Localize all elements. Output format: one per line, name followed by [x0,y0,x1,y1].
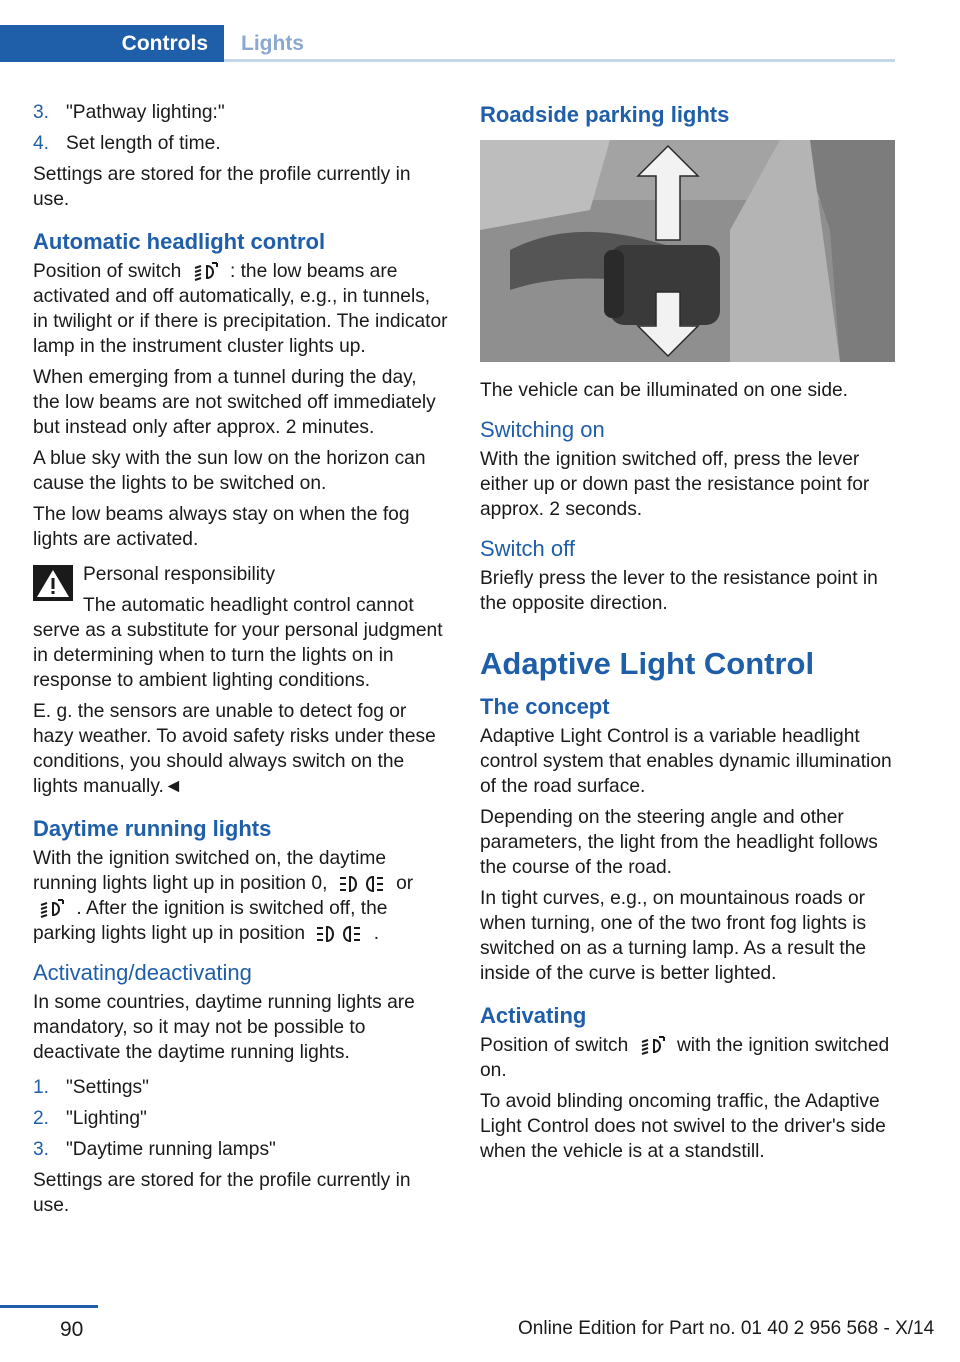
warning-title: Personal responsibility [83,564,275,585]
heading-adaptive-light-control: Adaptive Light Control [480,646,815,681]
heading-switch-off: Switch off [480,536,575,561]
page-number: 90 [60,1318,84,1341]
list-number: 3. [33,102,50,123]
page-header [0,0,895,62]
heading-daytime-running: Daytime running lights [33,816,272,841]
paragraph: Depending on the steering angle and other parameters, the light from the headlight follows the course of the road. [480,807,878,878]
right-column [480,100,895,1170]
paragraph: Adaptive Light Control is a variable headlight control system that enables dynamic illumination of the road surface. [480,726,892,797]
paragraph: E. g. the sensors are unable to detect fog or hazy weather. To avoid safety risks under these conditions, you should always switch on the lights manually.◄ [33,701,436,797]
paragraph: In some countries, daytime running lights are mandatory, so it may not be possible to deactivate the daytime running lights. [33,992,415,1063]
left-column [33,100,448,1224]
heading-automatic-headlight: Automatic headlight control [33,229,326,254]
paragraph: A blue sky with the sun low on the horizon can cause the lights to be switched on. [33,448,426,494]
list-number: 2. [33,1108,50,1129]
heading-the-concept: The concept [480,694,610,719]
list-number: 4. [33,133,50,154]
paragraph: With the ignition switched on, the daytime running lights light up in position 0, or . After the ignition is switched off, the parking lights light up in position . [33,848,414,944]
list-text: "Lighting" [66,1108,147,1129]
list-number: 1. [33,1077,50,1098]
settings-note: Settings are stored for the profile currently in use. [33,164,411,210]
paragraph: The vehicle can be illuminated on one side. [480,380,848,401]
paragraph: In tight curves, e.g., on mountainous roads or when turning, one of the two front fog lights is switched on as a turning lamp. As a result the inside of the curve is better lighted. [480,888,867,984]
heading-activating-deactivating: Activating/deactivating [33,960,252,985]
paragraph: The low beams always stay on when the fog lights are activated. [33,504,410,550]
parking-lights-icon [339,874,385,894]
list-item [33,131,448,156]
footer-divider [0,1305,98,1308]
paragraph: Position of switch with the ignition switched on. [480,1035,890,1081]
list-item [33,100,448,125]
warning-block [33,562,448,693]
warning-body: The automatic headlight control cannot serve as a substitute for your personal judgment in determining when to turn the lights on in response to ambient lighting conditions. [33,595,443,691]
list-number: 3. [33,1139,50,1160]
tab-lights[interactable]: Lights [241,31,304,55]
list-text: "Daytime running lamps" [66,1139,276,1160]
paragraph: To avoid blinding oncoming traffic, the Adaptive Light Control does not swivel to the driver's side when the vehicle is at a standstill. [480,1091,886,1162]
heading-roadside-parking: Roadside parking lights [480,102,730,127]
list-text: "Pathway lighting:" [66,102,225,123]
parking-lights-icon [316,924,362,944]
paragraph: Briefly press the lever to the resistance point in the opposite direction. [480,568,878,614]
heading-switching-on: Switching on [480,417,605,442]
lever-photo [480,140,895,362]
warning-triangle-icon [33,565,73,601]
list-item [33,1075,448,1100]
tab-controls[interactable]: Controls [0,25,224,62]
header-divider [224,59,895,62]
heading-activating: Activating [480,1003,587,1028]
paragraph: When emerging from a tunnel during the day, the low beams are not switched off immediately but instead only after approx. 2 minutes. [33,367,436,438]
list-item [33,1137,448,1162]
edition-label: Online Edition for Part no. 01 40 2 956 568 - X/14 [518,1318,935,1339]
settings-note: Settings are stored for the profile currently in use. [33,1170,411,1216]
list-text: "Settings" [66,1077,149,1098]
list-text: Set length of time. [66,133,221,154]
list-item [33,1106,448,1131]
auto-headlight-icon [640,1036,666,1056]
auto-headlight-icon [193,262,219,282]
paragraph: With the ignition switched off, press the lever either up or down past the resistance point for approx. 2 seconds. [480,449,870,520]
paragraph: Position of switch : the low beams are activated and off automatically, e.g., in tunnels, in twilight or if there is precipitation. The indicator lamp in the instrument cluster lights up. [33,261,448,357]
auto-headlight-icon [39,899,65,919]
